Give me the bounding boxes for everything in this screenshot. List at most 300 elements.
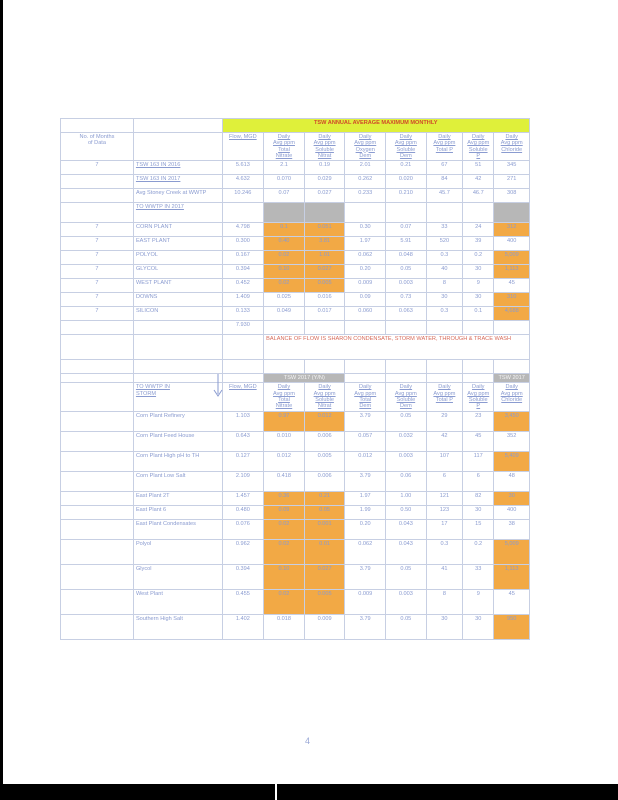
column-header (386, 383, 427, 411)
value-cell: 352 (494, 431, 530, 451)
band-cell (386, 360, 427, 374)
column-header-line: Daily (505, 384, 518, 391)
table-row (61, 279, 530, 293)
value-cell: 30 (463, 293, 494, 307)
stream-name: POLYOL (133, 251, 222, 265)
column-header-line: P (476, 403, 481, 410)
band-cell (222, 360, 264, 374)
column-header (463, 133, 494, 161)
table-row (61, 614, 530, 639)
months-cell: 7 (61, 307, 134, 321)
value-cell: 30 (463, 265, 494, 279)
band-cell (494, 360, 530, 374)
value-cell: 0.73 (386, 293, 427, 307)
column-header-line: Daily (277, 134, 291, 140)
table-row (61, 293, 530, 307)
column-header-line: Soluble (396, 397, 416, 404)
value-cell: 0.005 (304, 589, 345, 614)
flow-cell: 1.409 (222, 293, 264, 307)
empty-cell (386, 374, 427, 383)
stream-name: West Plant (133, 589, 222, 614)
value-cell: 0.02 (264, 589, 305, 614)
gray-header-cell (494, 203, 530, 223)
flow-cell: 0.394 (222, 265, 264, 279)
flow-cell: 4.632 (222, 175, 264, 189)
value-cell: 3.79 (345, 614, 386, 639)
empty-cell (345, 321, 386, 335)
value-cell: 0.20 (345, 519, 386, 539)
value-cell: 0.3 (426, 539, 462, 564)
value-cell: 0.09 (264, 505, 305, 519)
flow-cell: 0.133 (222, 307, 264, 321)
flow-cell: 10.246 (222, 189, 264, 203)
flow-cell: 1.402 (222, 614, 264, 639)
value-cell: 5,009 (494, 539, 530, 564)
table-row (61, 411, 530, 431)
note-row (61, 335, 530, 360)
stream-name: East Plant 2T (133, 491, 222, 505)
column-header-line: Avg ppm (500, 390, 523, 397)
flow-cell: 0.394 (222, 564, 264, 589)
value-cell: 0.049 (264, 307, 305, 321)
band-cell (61, 360, 134, 374)
value-cell: 0.010 (264, 431, 305, 451)
column-header-line: Daily (318, 134, 331, 140)
column-header-line: Flow, MGD (229, 384, 257, 391)
value-cell: 9 (463, 589, 494, 614)
flow-cell: 0.643 (222, 431, 264, 451)
table-title: TSW ANNUAL AVERAGE MAXIMUM MONTHLY (222, 119, 530, 133)
flow-cell: 0.167 (222, 251, 264, 265)
empty-cell (61, 539, 134, 564)
value-cell: 6 (426, 471, 462, 491)
empty-cell (304, 321, 345, 335)
sum-flow: 7.930 (222, 321, 264, 335)
stream-name: Polyol (133, 539, 222, 564)
value-cell: 33 (463, 564, 494, 589)
value-cell: 38 (494, 519, 530, 539)
value-cell: 0.30 (345, 223, 386, 237)
column-header-line: Nitrat (317, 152, 332, 159)
empty-cell (463, 374, 494, 383)
stream-name: DOWNS (133, 293, 222, 307)
value-cell: 0.001 (304, 519, 345, 539)
value-cell: 0.020 (386, 175, 427, 189)
value-cell: 0.043 (386, 539, 427, 564)
column-header-line: of Data (87, 140, 106, 147)
band-cell (304, 360, 345, 374)
value-cell: 0.09 (345, 293, 386, 307)
value-cell: 0.003 (386, 279, 427, 293)
band-cell (264, 360, 305, 374)
black-band (61, 360, 530, 374)
value-cell: 17 (426, 519, 462, 539)
table-row (61, 251, 530, 265)
value-cell: 1.99 (345, 505, 386, 519)
column-header-line: Soluble (468, 397, 488, 404)
empty-cell (61, 451, 134, 471)
value-cell: 0.003 (386, 589, 427, 614)
column-header-line: Dem (359, 403, 372, 410)
flow-cell: 1.457 (222, 491, 264, 505)
value-cell: 0.012 (345, 451, 386, 471)
flow-cell: 0.076 (222, 519, 264, 539)
table-row (61, 265, 530, 279)
column-header-line: Avg ppm (354, 390, 377, 397)
value-cell: 1.00 (386, 491, 427, 505)
column-header-line: Daily (505, 134, 518, 140)
table-row (61, 491, 530, 505)
value-cell: 3.79 (345, 564, 386, 589)
flow-cell: 0.127 (222, 451, 264, 471)
lower-header-row (61, 383, 530, 411)
value-cell: 23 (463, 411, 494, 431)
value-cell: 3.81 (304, 237, 345, 251)
stream-name: Corn Plant High pH to TH (133, 451, 222, 471)
stream-name: Corn Plant Feed House (133, 431, 222, 451)
value-cell: 45 (494, 589, 530, 614)
column-header (426, 133, 462, 161)
value-cell: 400 (494, 237, 530, 251)
value-cell: 48 (494, 471, 530, 491)
value-cell: 40 (426, 265, 462, 279)
data-table-container (60, 118, 530, 640)
empty-cell (494, 321, 530, 335)
value-cell: 0.009 (345, 589, 386, 614)
value-cell: 0.418 (264, 471, 305, 491)
flow-note: BALANCE OF FLOW IS SHARON CONDENSATE, STORM WATER, THROUGH & TRACE WASH (264, 335, 530, 360)
empty-cell (61, 491, 134, 505)
table-row (61, 189, 530, 203)
months-cell (61, 175, 134, 189)
band-cell (426, 360, 462, 374)
flow-cell: 0.300 (222, 237, 264, 251)
empty-cell (386, 321, 427, 335)
lower-gray-header (61, 374, 530, 383)
empty-cell (426, 321, 462, 335)
band-cell (133, 360, 222, 374)
value-cell: 8 (426, 589, 462, 614)
column-header-line: Avg ppm (272, 140, 295, 147)
value-cell: 0.02 (264, 539, 305, 564)
value-cell: 1,113 (494, 564, 530, 589)
arrow-down-icon (212, 374, 224, 398)
gray-header-cell (264, 203, 305, 223)
column-header (264, 133, 305, 161)
scan-edge-bottom (0, 784, 618, 800)
empty-cell (426, 203, 462, 223)
value-cell: 0.032 (386, 431, 427, 451)
months-cell: 7 (61, 161, 134, 175)
value-cell: 123 (426, 505, 462, 519)
column-header-line: Soluble (315, 397, 334, 404)
empty-cell (426, 374, 462, 383)
stream-name: Glycol (133, 564, 222, 589)
value-cell: 0.017 (304, 307, 345, 321)
column-header-line: Avg ppm (394, 140, 417, 147)
table-row (61, 505, 530, 519)
value-cell: 0.048 (386, 251, 427, 265)
value-cell: 0.006 (304, 471, 345, 491)
column-header (304, 383, 345, 411)
table-row (61, 519, 530, 539)
value-cell: 0.21 (304, 491, 345, 505)
column-header-line: Dem (399, 403, 412, 410)
column-header-line: Daily (399, 134, 413, 140)
value-cell: 15 (463, 519, 494, 539)
value-cell: 1,113 (494, 265, 530, 279)
column-header-line: Nitrat (317, 403, 332, 410)
wastewater-table (60, 118, 530, 640)
value-cell: 0.10 (264, 564, 305, 589)
empty-cell (61, 471, 134, 491)
value-cell: 0.027 (304, 564, 345, 589)
value-cell: 0.10 (264, 265, 305, 279)
empty-cell (61, 589, 134, 614)
stream-name: Southern High Salt (133, 614, 222, 639)
column-header (61, 133, 134, 161)
value-cell: 0.012 (304, 411, 345, 431)
column-header (264, 383, 305, 411)
column-header-line: Daily (438, 134, 451, 140)
value-cell: 0.009 (304, 614, 345, 639)
empty-cell (463, 321, 494, 335)
value-cell: 33 (426, 223, 462, 237)
column-header-line: Flow, MGD (229, 134, 257, 140)
gray-header-cell: TSW 2017 (494, 374, 530, 383)
value-cell: 82 (463, 491, 494, 505)
column-header-line: Daily (318, 384, 331, 391)
column-header (426, 383, 462, 411)
scan-edge-mark (275, 784, 277, 800)
empty-cell (463, 203, 494, 223)
stream-name: East Plant Condensates (133, 519, 222, 539)
value-cell: 5.91 (386, 237, 427, 251)
value-cell: 520 (426, 237, 462, 251)
value-cell: 0.003 (386, 451, 427, 471)
sum-row (61, 321, 530, 335)
column-header-line: Daily (472, 134, 485, 140)
value-cell: 0.50 (386, 505, 427, 519)
column-header-line: Dem (399, 152, 412, 159)
empty-cell (61, 614, 134, 639)
value-cell: 45 (494, 279, 530, 293)
column-header-line: Soluble (468, 146, 488, 153)
stream-name: Avg Stoney Creek at WWTP (133, 189, 222, 203)
flow-cell: 2.109 (222, 471, 264, 491)
table-row (61, 589, 530, 614)
column-header-line: Total (278, 146, 290, 153)
value-cell: 0.005 (304, 451, 345, 471)
column-header-line: Avg ppm (500, 140, 523, 147)
value-cell: 0.018 (264, 614, 305, 639)
table-row (61, 237, 530, 251)
value-cell: 0.262 (345, 175, 386, 189)
column-header (386, 133, 427, 161)
value-cell: 3,450 (494, 411, 530, 431)
value-cell: 30 (463, 505, 494, 519)
empty-cell (264, 321, 305, 335)
value-cell: 0.027 (304, 265, 345, 279)
column-header-line: TO WWTP IN (135, 384, 170, 391)
value-cell: 400 (494, 505, 530, 519)
column-header-line: Avg ppm (354, 140, 377, 147)
empty-cell (133, 335, 222, 360)
value-cell: 30 (463, 614, 494, 639)
value-cell: 30 (494, 491, 530, 505)
scan-edge-left (0, 0, 3, 800)
value-cell: 0.012 (264, 451, 305, 471)
page-number: 4 (305, 736, 311, 746)
value-cell: 24 (463, 223, 494, 237)
value-cell: 42 (463, 175, 494, 189)
flow-cell: 0.452 (222, 279, 264, 293)
value-cell: 0.051 (304, 223, 345, 237)
flow-cell: 1.103 (222, 411, 264, 431)
value-cell: 4,688 (494, 307, 530, 321)
table-row (61, 451, 530, 471)
value-cell: 0.1 (264, 223, 305, 237)
section-label: TO WWTP IN 2017 (133, 203, 222, 223)
table-row (61, 161, 530, 175)
column-header-line: Soluble (315, 146, 334, 153)
column-header-line: Dem (359, 152, 372, 159)
column-header (345, 133, 386, 161)
value-cell: 0.36 (264, 491, 305, 505)
empty-cell (386, 203, 427, 223)
column-header-line: Total (359, 397, 372, 404)
column-header-line: Avg ppm (313, 140, 336, 147)
value-cell: 0.21 (386, 161, 427, 175)
empty-cell (222, 335, 264, 360)
band-cell (463, 360, 494, 374)
value-cell: 0.07 (264, 189, 305, 203)
value-cell: 41 (426, 564, 462, 589)
column-header (345, 383, 386, 411)
column-header-line: Oxygen (355, 146, 375, 153)
value-cell: 0.029 (304, 175, 345, 189)
value-cell: 0.027 (304, 189, 345, 203)
column-header (494, 383, 530, 411)
value-cell: 39 (463, 237, 494, 251)
table-row (61, 539, 530, 564)
value-cell: 345 (494, 161, 530, 175)
value-cell: 3.79 (345, 411, 386, 431)
column-header (494, 133, 530, 161)
value-cell: 1.97 (345, 491, 386, 505)
stream-name: EAST PLANT (133, 237, 222, 251)
table-row (61, 471, 530, 491)
value-cell: 0.02 (264, 519, 305, 539)
column-header-line: P (476, 152, 481, 159)
months-cell: 7 (61, 293, 134, 307)
column-header-line: Avg ppm (467, 390, 490, 397)
column-header (222, 133, 264, 161)
empty-cell (61, 519, 134, 539)
column-header (463, 383, 494, 411)
flow-cell: 5.613 (222, 161, 264, 175)
empty-cell (61, 505, 134, 519)
value-cell: 30 (426, 614, 462, 639)
value-cell: 51 (463, 161, 494, 175)
empty-cell (133, 119, 222, 133)
stream-name: CORN PLANT (133, 223, 222, 237)
months-cell: 7 (61, 279, 134, 293)
value-cell: 0.2 (463, 251, 494, 265)
value-cell: 0.05 (304, 505, 345, 519)
value-cell: 0.19 (304, 161, 345, 175)
empty-cell (61, 411, 134, 431)
empty-cell (61, 203, 134, 223)
column-header-line: Avg ppm (433, 390, 456, 397)
empty-cell (345, 374, 386, 383)
value-cell: 0.02 (264, 279, 305, 293)
empty-cell (345, 203, 386, 223)
value-cell: 0.06 (386, 471, 427, 491)
value-cell: 0.2 (463, 539, 494, 564)
value-cell: 312 (494, 223, 530, 237)
value-cell: 0.02 (264, 251, 305, 265)
column-header-line: Soluble (396, 146, 416, 153)
value-cell: 0.062 (345, 539, 386, 564)
column-header-line: Nitrate (275, 403, 293, 410)
value-cell: 1.01 (304, 251, 345, 265)
table-row (61, 564, 530, 589)
value-cell: 45 (463, 431, 494, 451)
column-header-line: Daily (277, 384, 291, 391)
value-cell: 1.97 (345, 237, 386, 251)
months-cell: 7 (61, 237, 134, 251)
column-header-line: STORM (135, 390, 157, 397)
value-cell: 30 (426, 293, 462, 307)
value-cell: 0.3 (426, 251, 462, 265)
value-cell: 271 (494, 175, 530, 189)
column-header-line: Nitrate (275, 152, 293, 159)
value-cell: 2.01 (345, 161, 386, 175)
months-cell: 7 (61, 265, 134, 279)
stream-name: TSW 163 IN 2017 (133, 175, 222, 189)
value-cell: 0.009 (345, 279, 386, 293)
value-cell: 0.05 (386, 564, 427, 589)
value-cell: 2.1 (264, 161, 305, 175)
value-cell: 0.05 (386, 411, 427, 431)
empty-cell (61, 335, 134, 360)
value-cell: 29 (426, 411, 462, 431)
column-header (222, 383, 264, 411)
column-header (304, 133, 345, 161)
column-header-line: No. of Months (79, 134, 115, 140)
column-header-line: Avg ppm (394, 390, 417, 397)
table-row (61, 223, 530, 237)
value-cell: 45.7 (426, 189, 462, 203)
column-header-line: Chloride (501, 146, 523, 153)
empty-cell (222, 203, 264, 223)
value-cell: 0.07 (386, 223, 427, 237)
value-cell: 5,009 (494, 251, 530, 265)
value-cell: 84 (426, 175, 462, 189)
column-header-line: Daily (359, 384, 372, 391)
value-cell: 0.005 (304, 279, 345, 293)
value-cell: 121 (426, 491, 462, 505)
value-cell: 46.7 (463, 189, 494, 203)
months-cell (61, 189, 134, 203)
gray-header-cell (304, 203, 345, 223)
value-cell: 0.05 (386, 265, 427, 279)
months-cell: 7 (61, 251, 134, 265)
value-cell: 310 (494, 293, 530, 307)
stream-name: East Plant 6 (133, 505, 222, 519)
column-header-line: Daily (359, 134, 372, 140)
